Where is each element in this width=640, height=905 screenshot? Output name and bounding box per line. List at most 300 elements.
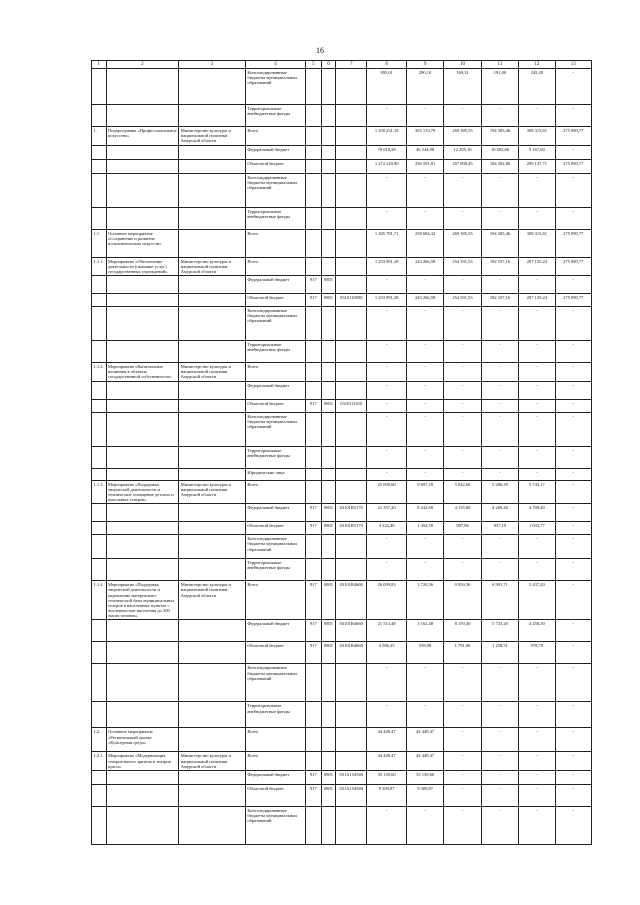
table-row [92,642,592,664]
section-code [321,127,336,146]
section-code [321,159,336,173]
year-2022-value: - [519,341,555,363]
target-article [336,664,367,702]
year-2019-value: 3 720,56 [406,581,443,620]
target-article [336,307,367,341]
row-number: 1.2.1. [92,752,107,771]
year-2019-value: - [406,207,443,229]
year-2023-value: - [555,446,591,468]
grbs-code [306,535,322,559]
executor [179,559,246,581]
year-2022-value: - [519,784,555,806]
header-cell: 9 [406,61,443,69]
year-2023-value: - [555,145,591,159]
row-number [92,173,107,207]
executor: Министерство культуры и национальной политики Амурской области [179,480,246,504]
row-number: 1.1.3. [92,480,107,504]
year-2020-value: - [444,806,481,844]
year-2019-value: 44 449,47 [406,752,443,771]
section-code [321,229,336,257]
row-number: 1. [92,127,107,146]
year-2020-value: - [444,399,481,412]
executor [179,173,246,207]
activity-name [106,145,179,159]
table-row [92,581,592,620]
table-row [92,784,592,806]
header-cell: 8 [367,61,407,69]
table-row [92,399,592,412]
executor [179,105,246,127]
year-2021-value: 10 002,60 [481,145,518,159]
year-2022-value: 297 135,24 [519,257,555,276]
executor [179,294,246,307]
year-2023-value: - [555,341,591,363]
year-2022-value: 1 033,77 [519,522,555,535]
activity-name: Мероприятие «Поддержка творческой деятельности и техническое оснащение детских и кукольных театров» [106,480,179,504]
target-article [336,381,367,399]
section-code: 0801 [321,784,336,806]
year-2022-value: - [519,363,555,382]
year-2020-value: - [444,702,481,728]
year-2019-value: - [406,535,443,559]
funding-source: Всего [245,728,305,752]
total-value: - [367,806,407,844]
year-2023-value: 275 090,77 [555,257,591,276]
executor [179,620,246,642]
executor [179,207,246,229]
section-code [321,559,336,581]
total-value: 25 690,60 [367,480,407,504]
year-2022-value: - [519,207,555,229]
grbs-code: 917 [306,522,322,535]
header-cell: 13 [555,61,591,69]
year-2020-value: 12 295,10 [444,145,481,159]
row-number: 1.1.1. [92,257,107,276]
target-article: 0310110590 [336,294,367,307]
year-2020-value: 5 042,66 [444,480,481,504]
activity-name [106,642,179,664]
year-2020-value: 254 391,53 [444,257,481,276]
total-value: - [367,276,407,294]
section-code: 0801 [321,294,336,307]
year-2023-value: - [555,581,591,620]
year-2019-value: 9 697,18 [406,480,443,504]
year-2023-value: - [555,504,591,522]
activity-name [106,207,179,229]
year-2023-value: - [555,480,591,504]
target-article: 03101R5170 [336,522,367,535]
activity-name [106,341,179,363]
grbs-code: 917 [306,294,322,307]
table-row [92,806,592,844]
total-value: - [367,535,407,559]
header-cell: 7 [336,61,367,69]
year-2022-value: 4 709,40 [519,504,555,522]
year-2023-value: - [555,69,591,105]
grbs-code [306,69,322,105]
row-number [92,381,107,399]
year-2019-value: 258 684,32 [406,229,443,257]
row-number [92,806,107,844]
grbs-code [306,446,322,468]
year-2019-value: 256 591,81 [406,159,443,173]
total-value: 26 099,83 [367,581,407,620]
year-2022-value: 297 135,24 [519,294,555,307]
year-2022-value: - [519,664,555,702]
funding-source: Всего [245,581,305,620]
year-2023-value: 275 090,77 [555,127,591,146]
target-article: 0310111010 [336,399,367,412]
year-2020-value: 4 135,80 [444,504,481,522]
row-number: 1.2. [92,728,107,752]
year-2023-value: - [555,363,591,382]
activity-name: Мероприятие «Капитальные вложения в объекты государственной собственности» [106,363,179,382]
year-2020-value: 8 159,30 [444,620,481,642]
target-article [336,412,367,446]
executor [179,702,246,728]
year-2019-value: - [406,468,443,480]
funding-source: Консолидированные бюджеты муниципальных образований [245,535,305,559]
target-article [336,535,367,559]
grbs-code: 917 [306,581,322,620]
total-value: - [367,412,407,446]
year-2020-value: 9 950,36 [444,581,481,620]
year-2021-value: - [481,770,518,784]
target-article [336,173,367,207]
grbs-code: 917 [306,504,322,522]
year-2020-value: 269 385,55 [444,127,481,146]
year-2021-value: - [481,468,518,480]
section-code: 0801 [321,276,336,294]
year-2022-value: - [519,559,555,581]
row-number [92,642,107,664]
year-2023-value: - [555,642,591,664]
table-row [92,276,592,294]
year-2020-value: 257 090,45 [444,159,481,173]
grbs-code [306,381,322,399]
section-code [321,341,336,363]
year-2023-value: - [555,468,591,480]
activity-name [106,307,179,341]
table-row [92,559,592,581]
year-2019-value: 46 544,98 [406,145,443,159]
table-row [92,257,592,276]
funding-source: Территориальные внебюджетные фонды [245,446,305,468]
target-article [336,446,367,468]
year-2021-value: 1 258,51 [481,642,518,664]
year-2023-value: - [555,728,591,752]
year-2021-value: - [481,207,518,229]
year-2022-value: - [519,770,555,784]
header-cell: 2 [106,61,179,69]
total-value: - [367,664,407,702]
activity-name [106,412,179,446]
header-cell: 4 [245,61,305,69]
year-2023-value: - [555,770,591,784]
year-2019-value: 35 139,60 [406,770,443,784]
year-2022-value: - [519,307,555,341]
year-2022-value: - [519,399,555,412]
target-article [336,480,367,504]
section-code [321,806,336,844]
year-2021-value: - [481,806,518,844]
year-2019-value: - [406,307,443,341]
activity-name [106,105,179,127]
funding-source: Всего [245,127,305,146]
year-2019-value: - [406,276,443,294]
year-2021-value: 937,19 [481,522,518,535]
executor [179,341,246,363]
table-row [92,446,592,468]
year-2019-value: - [406,341,443,363]
year-2021-value: - [481,173,518,207]
section-code [321,468,336,480]
table-row [92,363,592,382]
executor [179,145,246,159]
year-2021-value: - [481,535,518,559]
funding-source: Консолидированные бюджеты муниципальных образований [245,69,305,105]
section-code [321,728,336,752]
year-2019-value: 9 309,87 [406,784,443,806]
year-2023-value: - [555,105,591,127]
section-code [321,412,336,446]
table-row [92,294,592,307]
year-2022-value: 5 743,17 [519,480,555,504]
table-row [92,468,592,480]
section-code [321,480,336,504]
total-value: 78 010,28 [367,145,407,159]
year-2020-value: - [444,276,481,294]
year-2023-value: 275 090,77 [555,294,591,307]
funding-source: Территориальные внебюджетные фонды [245,341,305,363]
header-cell: 3 [179,61,246,69]
grbs-code [306,806,322,844]
funding-source: Консолидированные бюджеты муниципальных образований [245,806,305,844]
grbs-code [306,145,322,159]
row-number [92,341,107,363]
section-code [321,69,336,105]
executor [179,806,246,844]
year-2023-value: - [555,173,591,207]
section-code [321,105,336,127]
executor: Министерство культуры и национальной политики Амурской области [179,257,246,276]
row-number [92,207,107,229]
year-2022-value: - [519,752,555,771]
row-number [92,307,107,341]
funding-source: Территориальные внебюджетные фонды [245,207,305,229]
grbs-code [306,105,322,127]
year-2022-value: - [519,535,555,559]
year-2022-value: 9 167,60 [519,145,555,159]
year-2020-value: - [444,770,481,784]
activity-name [106,173,179,207]
grbs-code [306,363,322,382]
section-code: 0801 [321,504,336,522]
activity-name [106,522,179,535]
year-2022-value: - [519,173,555,207]
executor [179,412,246,446]
grbs-code: 917 [306,784,322,806]
target-article [336,363,367,382]
year-2021-value: - [481,559,518,581]
table-row [92,770,592,784]
row-number [92,504,107,522]
grbs-code [306,752,322,771]
funding-source: Областной бюджет [245,294,305,307]
year-2023-value: - [555,412,591,446]
row-number [92,535,107,559]
year-2020-value: - [444,559,481,581]
section-code [321,307,336,341]
funding-source: Федеральный бюджет [245,504,305,522]
activity-name: Мероприятие «Модернизация театров юного зрителя и театров кукол» [106,752,179,771]
year-2022-value: 299 147,71 [519,159,555,173]
activity-name [106,620,179,642]
executor [179,69,246,105]
header-cell: 1 [92,61,107,69]
activity-name [106,159,179,173]
target-article: 03101R4660 [336,581,367,620]
grbs-code [306,559,322,581]
year-2023-value: - [555,806,591,844]
year-2021-value: 191,00 [481,69,518,105]
target-article [336,468,367,480]
funding-source: Всего [245,363,305,382]
target-article [336,752,367,771]
grbs-code [306,702,322,728]
table-row [92,535,592,559]
row-number: 1.1. [92,229,107,257]
executor [179,468,246,480]
year-2020-value: - [444,446,481,468]
total-value: 895,61 [367,69,407,105]
section-code [321,173,336,207]
total-value: 44 449,47 [367,728,407,752]
grbs-code [306,257,322,276]
year-2023-value: - [555,399,591,412]
total-value: - [367,559,407,581]
grbs-code [306,159,322,173]
row-number [92,159,107,173]
grbs-code [306,127,322,146]
year-2021-value: - [481,446,518,468]
grbs-code [306,728,322,752]
year-2019-value: - [406,664,443,702]
header-cell: 12 [519,61,555,69]
year-2019-value: - [406,446,443,468]
total-value: - [367,399,407,412]
budget-table [91,60,592,845]
row-number [92,105,107,127]
year-2020-value: - [444,412,481,446]
target-article [336,105,367,127]
year-2022-value: - [519,806,555,844]
grbs-code: 917 [306,276,322,294]
executor [179,728,246,752]
total-value: 9 309,87 [367,784,407,806]
grbs-code [306,173,322,207]
total-value: 4 586,35 [367,642,407,664]
activity-name [106,294,179,307]
year-2023-value: - [555,207,591,229]
year-2019-value: 558,08 [406,642,443,664]
year-2023-value: - [555,702,591,728]
year-2019-value: 243 266,58 [406,257,443,276]
activity-name [106,504,179,522]
year-2020-value: 1 791,06 [444,642,481,664]
year-2023-value: 275 090,77 [555,159,591,173]
year-2021-value: 4 269,40 [481,504,518,522]
year-2021-value: - [481,752,518,771]
funding-source: Областной бюджет [245,159,305,173]
funding-source: Областной бюджет [245,522,305,535]
target-article [336,276,367,294]
year-2022-value: - [519,105,555,127]
grbs-code [306,307,322,341]
year-2023-value: - [555,752,591,771]
year-2022-value: 308 315,61 [519,229,555,257]
year-2022-value: - [519,702,555,728]
year-2023-value: - [555,535,591,559]
activity-name: Мероприятие «Поддержка творческой деятельности и укрепление материально-технической базы муниципальных театров в населенных пунктах с численностью населения до 300 тысяч человек» [106,581,179,620]
grbs-code: 917 [306,399,322,412]
target-article [336,806,367,844]
funding-source: Территориальные внебюджетные фонды [245,105,305,127]
activity-name [106,806,179,844]
funding-source: Федеральный бюджет [245,620,305,642]
funding-source: Всего [245,257,305,276]
year-2023-value: - [555,522,591,535]
year-2020-value: - [444,207,481,229]
section-code [321,363,336,382]
section-code [321,145,336,159]
total-value: 1 272 220,90 [367,159,407,173]
total-value: - [367,207,407,229]
year-2021-value: - [481,363,518,382]
year-2020-value: 254 391,53 [444,294,481,307]
row-number: 1.1.4. [92,581,107,620]
year-2020-value: 907,86 [444,522,481,535]
row-number [92,702,107,728]
year-2021-value: - [481,276,518,294]
target-article [336,257,367,276]
table-row [92,145,592,159]
target-article: 031A154560 [336,770,367,784]
activity-name [106,770,179,784]
table-row [92,702,592,728]
row-number [92,276,107,294]
total-value: 1 305 781,71 [367,229,407,257]
executor [179,522,246,535]
year-2019-value: - [406,412,443,446]
year-2023-value: - [555,559,591,581]
year-2021-value: - [481,381,518,399]
year-2020-value: - [444,381,481,399]
year-2020-value: - [444,341,481,363]
year-2021-value: - [481,105,518,127]
target-article [336,702,367,728]
section-code: 0801 [321,770,336,784]
year-2022-value: - [519,468,555,480]
year-2021-value: 6 991,71 [481,581,518,620]
header-cell: 5 [306,61,322,69]
activity-name [106,381,179,399]
year-2022-value: - [519,381,555,399]
table-row [92,381,592,399]
table-row [92,728,592,752]
executor [179,535,246,559]
year-2022-value: 245,20 [519,69,555,105]
